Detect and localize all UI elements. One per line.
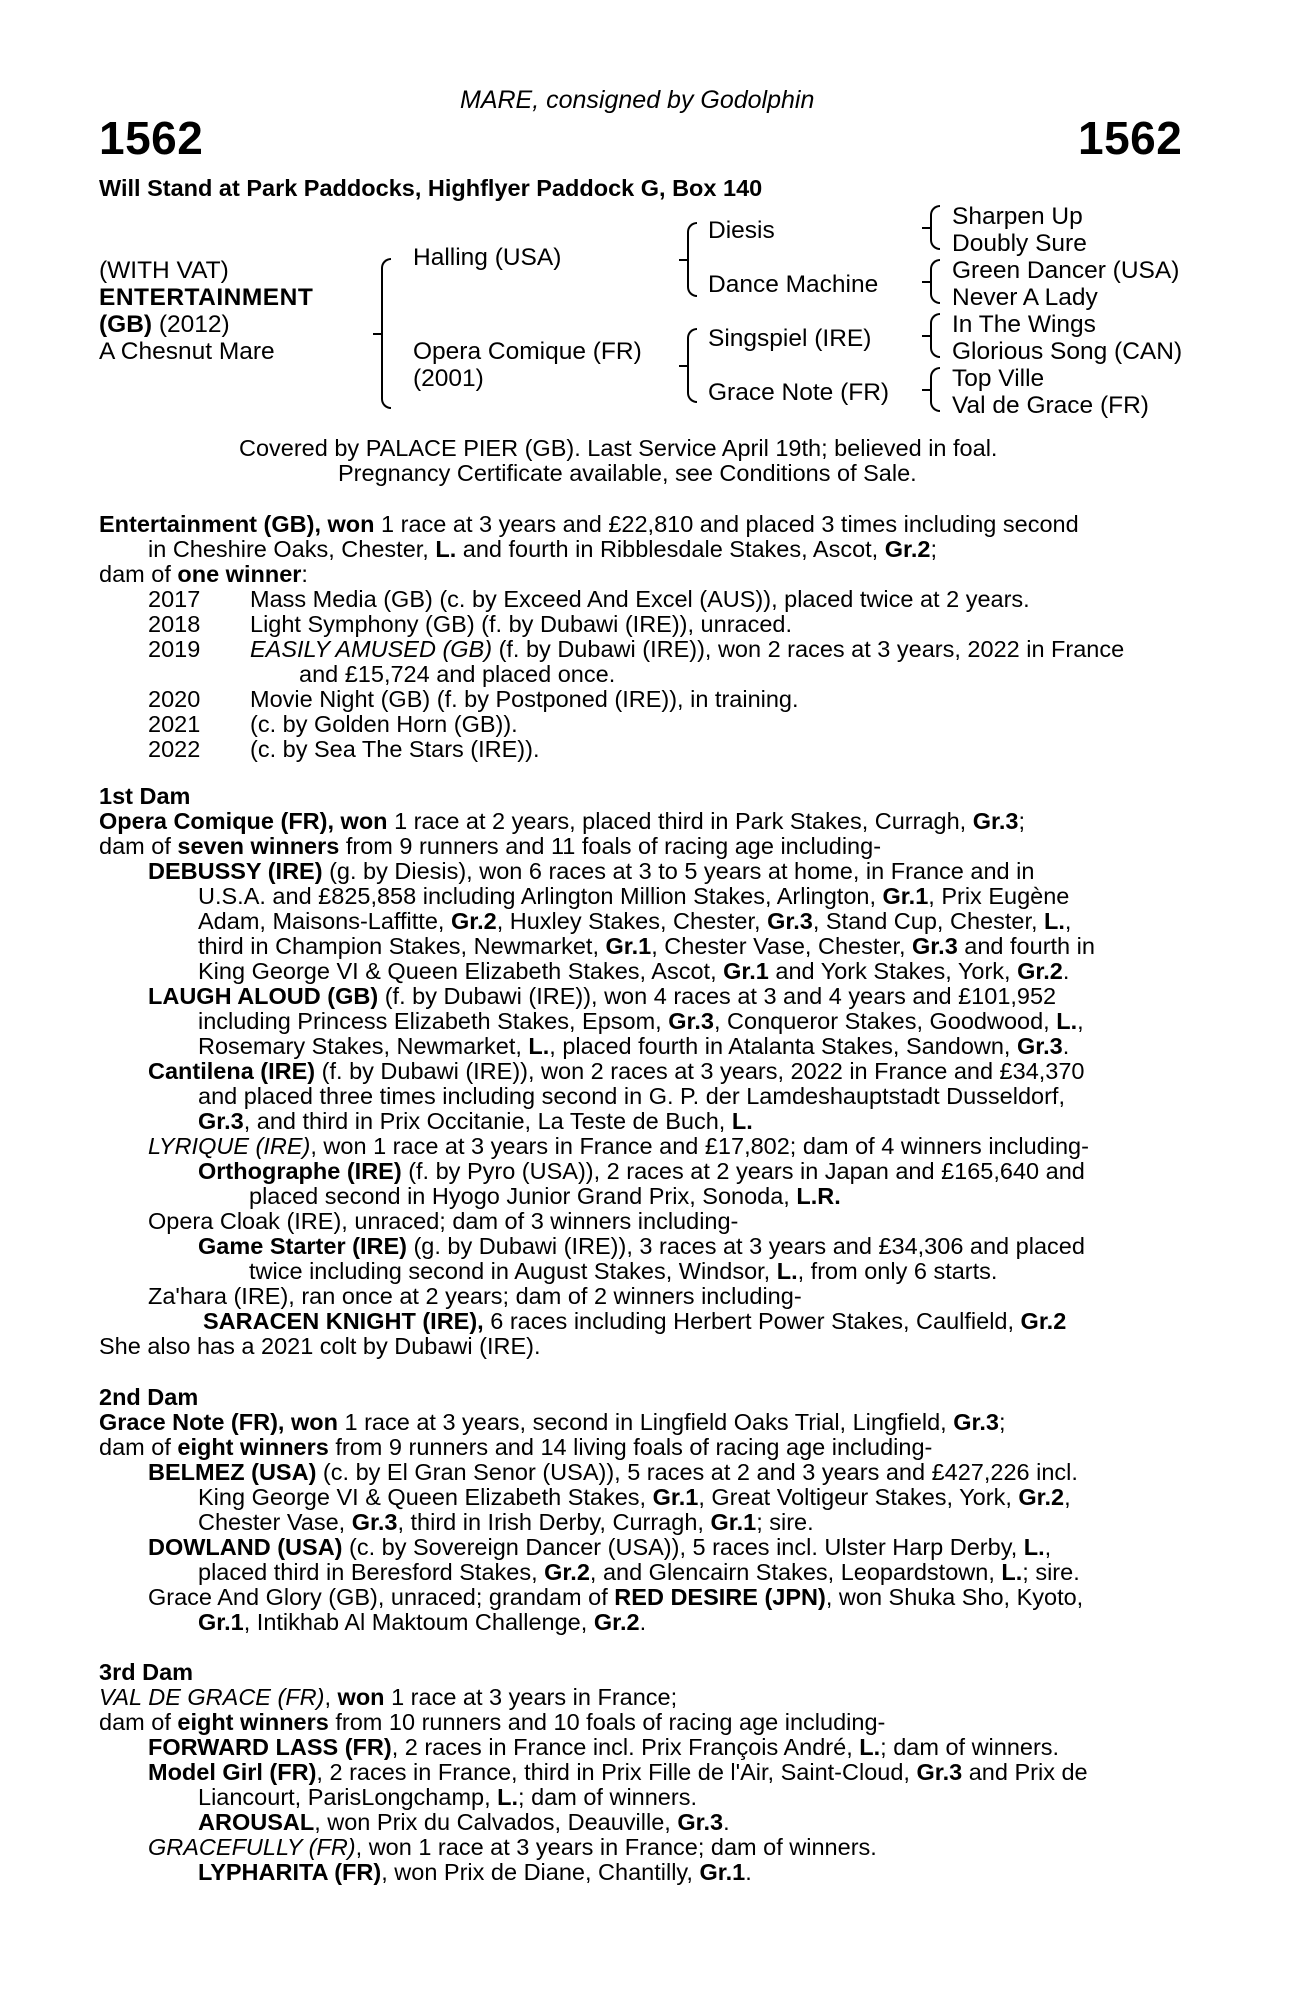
text: third in Champion Stakes, Newmarket, <box>198 933 606 959</box>
progeny-name: Cantilena (IRE) <box>148 1058 316 1084</box>
text: in Cheshire Oaks, Chester, <box>148 536 436 562</box>
text: , and third in Prix Occitanie, La Teste de Buch, <box>243 1108 732 1134</box>
text: ; <box>930 536 937 562</box>
dam2-line <box>99 1410 1005 1436</box>
foal-record: Movie Night (GB) (f. by Postponed (IRE)), in training. <box>250 686 799 712</box>
grade: Gr.1 <box>882 883 929 909</box>
foal-record: Light Symphony (GB) (f. by Dubawi (IRE)), unraced. <box>250 611 793 637</box>
horse-country-year <box>99 311 230 338</box>
text: 1 race at 3 years in France; <box>384 1684 678 1710</box>
dam-name: Grace Note (FR) <box>99 1409 278 1435</box>
grand-dss: In The Wings <box>952 311 1096 338</box>
progeny-name: LYRIQUE (IRE) <box>148 1133 311 1159</box>
dam-line-1: Opera Comique (FR) <box>413 338 642 365</box>
lot-number-right: 1562 <box>1078 112 1183 164</box>
dam3-line <box>198 1785 697 1811</box>
text: ; <box>998 1409 1006 1435</box>
grand-ddd: Val de Grace (FR) <box>952 392 1149 419</box>
text: and fourth in Ribblesdale Stakes, Ascot, <box>456 536 885 562</box>
dam3-line <box>198 1860 752 1886</box>
horse-country: (GB) <box>99 311 153 338</box>
dam1-line <box>198 1109 753 1135</box>
text: (f. by Dubawi (IRE)), won 2 races at 3 years, 2022 in France and £34,370 <box>315 1058 1085 1084</box>
text: placed third in Beresford Stakes, <box>198 1559 545 1585</box>
progeny-name: LAUGH ALOUD (GB) <box>148 983 379 1009</box>
grade: L. <box>859 1734 881 1760</box>
grand-sds: Green Dancer (USA) <box>952 257 1180 284</box>
text: , <box>1064 1484 1071 1510</box>
text: 1 race at 2 years, placed third in Park Stakes, Curragh, <box>387 808 973 834</box>
progeny-name: DOWLAND (USA) <box>148 1534 343 1560</box>
foal-record: (c. by Golden Horn (GB)). <box>250 711 518 737</box>
horse-name: ENTERTAINMENT <box>99 284 314 311</box>
grade: Gr.1 <box>699 1859 746 1885</box>
grade: Gr.3 <box>668 1008 714 1034</box>
text: , third in Irish Derby, Curragh, <box>397 1509 711 1535</box>
pedigree-brace-g4 <box>930 367 940 412</box>
dam1-line <box>148 984 1056 1010</box>
grand-sdd: Never A Lady <box>952 284 1098 311</box>
text: , Prix Eugène <box>928 883 1070 909</box>
dam1-line <box>198 934 1095 960</box>
dam2-line <box>198 1510 814 1536</box>
dam1-line: and placed three times including second in G. P. der Lamdeshauptstadt Dusseldorf, <box>198 1083 1065 1109</box>
progeny-name: GRACEFULLY (FR) <box>148 1834 356 1860</box>
pedigree-brace-g1 <box>930 205 940 250</box>
dam1-line <box>249 1259 997 1285</box>
dam1-line <box>99 834 881 860</box>
dam3-line <box>148 1835 877 1861</box>
text: , and Glencairn Stakes, Leopardstown, <box>589 1559 1002 1585</box>
grade: Gr.2 <box>1020 1308 1067 1334</box>
grade: Gr.3 <box>916 1759 963 1785</box>
text: Liancourt, ParisLongchamp, <box>198 1784 498 1810</box>
grade: Gr.2 <box>593 1609 640 1635</box>
dam1-line <box>198 1009 1084 1035</box>
text: ; dam of winners. <box>518 1784 697 1810</box>
progeny-name: SARACEN KNIGHT (IRE), <box>203 1308 484 1334</box>
won-label: won <box>337 1684 385 1710</box>
grade: Gr.1 <box>723 958 769 984</box>
text: 1 race at 3 years and £22,810 and placed 3 times including second <box>374 511 1079 537</box>
pedigree-brace-sire <box>687 222 697 297</box>
text: dam of <box>99 1709 178 1735</box>
dam3-line <box>99 1685 677 1711</box>
text: , Intikhab Al Maktoum Challenge, <box>243 1609 594 1635</box>
grade: Gr.3 <box>972 808 1019 834</box>
foal-year: 2019 <box>148 636 201 662</box>
grade: Gr.3 <box>912 933 958 959</box>
covering-line-2: Pregnancy Certificate available, see Conditions of Sale. <box>338 460 917 486</box>
grade: L. <box>731 1108 753 1134</box>
dam-line-2: (2001) <box>413 365 484 392</box>
dam1-line <box>198 959 1069 985</box>
text: , Huxley Stakes, Chester, <box>496 908 768 934</box>
won-label: won <box>327 511 375 537</box>
text: , <box>277 1409 291 1435</box>
text: , Stand Cup, Chester, <box>812 908 1045 934</box>
text: ; <box>1018 808 1025 834</box>
text: Adam, Maisons-Laffitte, <box>198 908 451 934</box>
grade: Gr.3 <box>767 908 813 934</box>
text: . <box>639 1609 647 1635</box>
text: (c. by El Gran Senor (USA)), 5 races at 2 and 3 years and £427,226 incl. <box>316 1459 1078 1485</box>
section-heading-2nd-dam: 2nd Dam <box>99 1384 199 1410</box>
entertainment-line-2 <box>148 537 937 563</box>
text: King George VI & Queen Elizabeth Stakes, <box>198 1484 653 1510</box>
text: , <box>1077 1008 1084 1034</box>
covering-line-1: Covered by PALACE PIER (GB). Last Service April 19th; believed in foal. <box>239 435 998 461</box>
text: . <box>1062 958 1070 984</box>
dam2-line <box>99 1435 932 1461</box>
foal-record <box>250 637 1124 663</box>
dam-dam: Grace Note (FR) <box>708 379 890 406</box>
text: . <box>745 1859 752 1885</box>
winners-count: seven winners <box>177 833 340 859</box>
text: including Princess Elizabeth Stakes, Epsom, <box>198 1008 669 1034</box>
grade: Gr.2 <box>1017 958 1063 984</box>
grade: L. <box>1056 1008 1078 1034</box>
horse-year: (2012) <box>158 311 230 338</box>
stand-location: Will Stand at Park Paddocks, Highflyer Paddock G, Box 140 <box>99 175 763 201</box>
text: ; sire. <box>1022 1559 1080 1585</box>
foal-record: Mass Media (GB) (c. by Exceed And Excel (AUS)), placed twice at 2 years. <box>250 586 1030 612</box>
grade: L.R. <box>796 1183 841 1209</box>
grade: Gr.3 <box>953 1409 999 1435</box>
sire-dam: Dance Machine <box>708 271 879 298</box>
dam1-line <box>198 884 1069 910</box>
grade: L. <box>1044 908 1065 934</box>
progeny-name: BELMEZ (USA) <box>148 1459 317 1485</box>
grade: L. <box>1023 1534 1045 1560</box>
grade: L. <box>435 536 457 562</box>
winners-count: eight winners <box>177 1434 329 1460</box>
grade: Gr.2 <box>1018 1484 1065 1510</box>
dam1-line: Opera Cloak (IRE), unraced; dam of 3 winners including- <box>148 1208 739 1234</box>
consignor-line: MARE, consigned by Godolphin <box>460 86 815 114</box>
dam2-line <box>198 1560 1080 1586</box>
grade: L. <box>776 1258 798 1284</box>
text: and Prix de <box>962 1759 1088 1785</box>
text: , Great Voltigeur Stakes, York, <box>698 1484 1019 1510</box>
grand-dsd: Glorious Song (CAN) <box>952 338 1183 365</box>
text: , <box>1044 1534 1052 1560</box>
dam2-line <box>148 1535 1051 1561</box>
grade: Gr.3 <box>198 1108 244 1134</box>
foal-year: 2020 <box>148 686 201 712</box>
text: (g. by Diesis), won 6 races at 3 to 5 years at home, in France and in <box>322 858 1035 884</box>
sire-sire: Diesis <box>708 217 775 244</box>
grade: L. <box>528 1033 550 1059</box>
text: from 9 runners and 14 living foals of racing age including- <box>328 1434 933 1460</box>
won-label: won <box>290 1409 338 1435</box>
dam1-line <box>148 1059 1085 1085</box>
dam1-line: She also has a 2021 colt by Dubawi (IRE). <box>99 1333 541 1359</box>
dam1-line <box>249 1184 841 1210</box>
dam3-line <box>148 1735 1059 1761</box>
race-horse-name: Entertainment (GB) <box>99 511 315 537</box>
text: 6 races including Herbert Power Stakes, Caulfield, <box>483 1308 1021 1334</box>
grade: Gr.2 <box>544 1559 590 1585</box>
text: , <box>327 808 341 834</box>
entertainment-line-3 <box>99 562 308 588</box>
progeny-name: LYPHARITA (FR) <box>198 1859 382 1885</box>
text: , <box>314 511 328 537</box>
text: Grace And Glory (GB), unraced; grandam of <box>148 1584 615 1610</box>
dam3-line <box>99 1710 885 1736</box>
grade: Gr.1 <box>652 1484 699 1510</box>
progeny-name: Game Starter (IRE) <box>198 1233 407 1259</box>
text: . <box>1062 1033 1070 1059</box>
grade: Gr.3 <box>1017 1033 1063 1059</box>
text: , placed fourth in Atalanta Stakes, Sandown, <box>549 1033 1017 1059</box>
text: , won Prix du Calvados, Deauville, <box>314 1809 678 1835</box>
dam-sire: Singspiel (IRE) <box>708 325 872 352</box>
grade: Gr.2 <box>450 908 497 934</box>
text: , from only 6 starts. <box>797 1258 998 1284</box>
progeny-name: Model Girl (FR) <box>148 1759 317 1785</box>
pedigree-brace-g2 <box>930 259 940 304</box>
text: U.S.A. and £825,858 including Arlington Million Stakes, Arlington, <box>198 883 883 909</box>
text: from 9 runners and 11 foals of racing age including- <box>339 833 882 859</box>
text: , <box>324 1684 338 1710</box>
grand-sss: Sharpen Up <box>952 203 1083 230</box>
text: , won Prix de Diane, Chantilly, <box>381 1859 700 1885</box>
winners-count: eight winners <box>177 1709 329 1735</box>
won-label: won <box>340 808 388 834</box>
foal-record-cont: and £15,724 and placed once. <box>299 661 616 687</box>
dam3-line <box>148 1760 1088 1786</box>
text: , Chester Vase, Chester, <box>651 933 913 959</box>
foal-name: EASILY AMUSED (GB) <box>250 636 493 662</box>
text: and fourth in <box>957 933 1095 959</box>
text: 1 race at 3 years, second in Lingfield Oaks Trial, Lingfield, <box>337 1409 954 1435</box>
dam2-line <box>148 1460 1078 1486</box>
pedigree-brace-g3 <box>930 313 940 358</box>
dam-name: VAL DE GRACE (FR) <box>99 1684 325 1710</box>
winners-count: one winner <box>177 561 302 587</box>
sire: Halling (USA) <box>413 244 562 271</box>
entertainment-line-1 <box>99 512 1079 538</box>
text: (f. by Pyro (USA)), 2 races at 2 years in Japan and £165,640 and <box>401 1158 1085 1184</box>
text: and York Stakes, York, <box>768 958 1018 984</box>
foal-record: (c. by Sea The Stars (IRE)). <box>250 736 540 762</box>
text: ; dam of winners. <box>880 1734 1060 1760</box>
horse-description: A Chesnut Mare <box>99 338 275 365</box>
text: King George VI & Queen Elizabeth Stakes, Ascot, <box>198 958 724 984</box>
progeny-name: RED DESIRE (JPN) <box>614 1584 826 1610</box>
pedigree-brace-dam <box>687 328 697 403</box>
progeny-name: Orthographe (IRE) <box>198 1158 402 1184</box>
grade: L. <box>497 1784 519 1810</box>
section-heading-1st-dam: 1st Dam <box>99 783 191 809</box>
progeny-name: FORWARD LASS (FR) <box>148 1734 392 1760</box>
text: , 2 races in France, third in Prix Fille de l'Air, Saint-Cloud, <box>316 1759 917 1785</box>
dam3-line <box>198 1810 730 1836</box>
dam1-line <box>198 1034 1069 1060</box>
text: , 2 races in France incl. Prix François André, <box>391 1734 860 1760</box>
grade: Gr.3 <box>351 1509 398 1535</box>
vat-label: (WITH VAT) <box>99 257 229 284</box>
text: dam of <box>99 1434 178 1460</box>
text: from 10 runners and 10 foals of racing age including- <box>328 1709 886 1735</box>
text: , won 1 race at 3 years in France; dam of winners. <box>355 1834 877 1860</box>
text: Rosemary Stakes, Newmarket, <box>198 1033 529 1059</box>
dam-name: Opera Comique (FR) <box>99 808 328 834</box>
dam2-line <box>198 1485 1071 1511</box>
text: (g. by Dubawi (IRE)), 3 races at 3 years and £34,306 and placed <box>406 1233 1085 1259</box>
foal-year: 2018 <box>148 611 201 637</box>
grade: Gr.3 <box>677 1809 724 1835</box>
dam2-line <box>148 1585 1083 1611</box>
foal-year: 2021 <box>148 711 201 737</box>
grade: Gr.1 <box>198 1609 244 1635</box>
dam1-line <box>99 809 1025 835</box>
text: (c. by Sovereign Dancer (USA)), 5 races incl. Ulster Harp Derby, <box>342 1534 1024 1560</box>
text: Chester Vase, <box>198 1509 352 1535</box>
grade: Gr.1 <box>710 1509 757 1535</box>
grand-ssd: Doubly Sure <box>952 230 1087 257</box>
dam1-line <box>198 1234 1085 1260</box>
dam1-line <box>148 859 1034 885</box>
dam1-line <box>148 1134 1089 1160</box>
grade: L. <box>1001 1559 1023 1585</box>
dam2-line <box>198 1610 646 1636</box>
text: , won Shuka Sho, Kyoto, <box>825 1584 1084 1610</box>
text: . <box>723 1809 730 1835</box>
text: placed second in Hyogo Junior Grand Prix, Sonoda, <box>249 1183 797 1209</box>
text: dam of <box>99 561 178 587</box>
dam1-line: Za'hara (IRE), ran once at 2 years; dam of 2 winners including- <box>148 1283 802 1309</box>
progeny-name: DEBUSSY (IRE) <box>148 858 323 884</box>
grade: Gr.1 <box>605 933 652 959</box>
lot-number-left: 1562 <box>99 112 204 164</box>
dam1-line <box>203 1309 1066 1335</box>
text: (f. by Dubawi (IRE)), won 2 races at 3 years, 2022 in France <box>492 636 1125 662</box>
text: : <box>301 561 308 587</box>
text: , Conqueror Stakes, Goodwood, <box>713 1008 1057 1034</box>
text: , <box>1064 908 1072 934</box>
section-heading-3rd-dam: 3rd Dam <box>99 1659 194 1685</box>
grand-dds: Top Ville <box>952 365 1045 392</box>
pedigree-brace-main <box>381 258 391 409</box>
dam1-line <box>198 1159 1085 1185</box>
dam1-line <box>198 909 1071 935</box>
text: dam of <box>99 833 178 859</box>
foal-year: 2022 <box>148 736 201 762</box>
text: ; sire. <box>756 1509 814 1535</box>
progeny-name: AROUSAL <box>198 1809 315 1835</box>
text: (f. by Dubawi (IRE)), won 4 races at 3 and 4 years and £101,952 <box>378 983 1057 1009</box>
text: , won 1 race at 3 years in France and £17,802; dam of 4 winners including- <box>310 1133 1089 1159</box>
grade: Gr.2 <box>884 536 931 562</box>
foal-year: 2017 <box>148 586 201 612</box>
text: twice including second in August Stakes, Windsor, <box>249 1258 777 1284</box>
